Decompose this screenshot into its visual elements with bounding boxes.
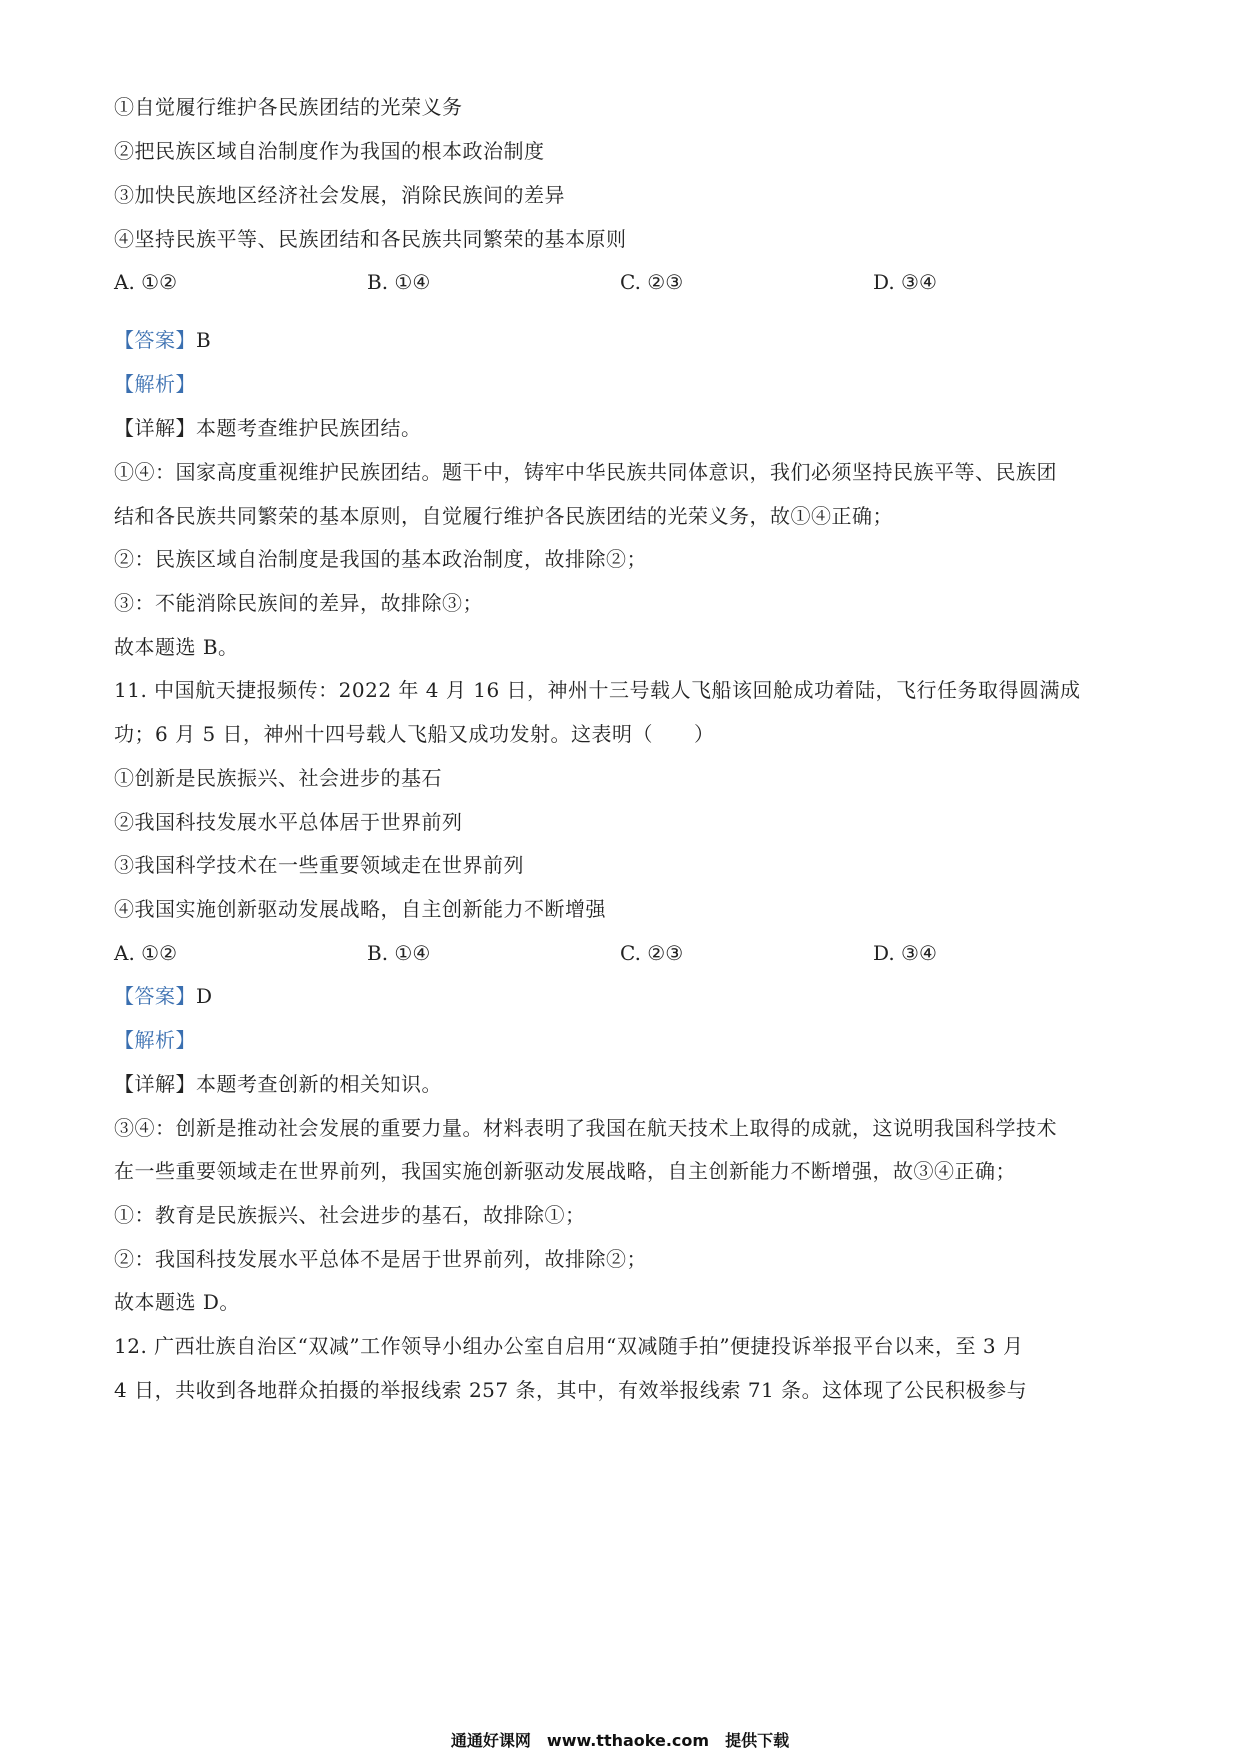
answer-value: B [196,328,212,352]
q10-option-b: B. ①④ [367,270,431,294]
q11-statement-2: ②我国科技发展水平总体居于世界前列 [114,810,463,834]
q11-analysis-line-2: 在一些重要领域走在世界前列，我国实施创新驱动发展战略，自主创新能力不断增强，故③④正确； [114,1159,1016,1183]
detail-tag: 【详解】 [114,416,196,440]
q11-statement-4: ④我国实施创新驱动发展战略，自主创新能力不断增强 [114,897,606,921]
q10-option-c: C. ②③ [620,270,684,294]
q11-stem-line-2: 功；6 月 5 日，神州十四号载人飞船又成功发射。这表明（ ） [114,722,715,746]
q12-stem-line-1: 12. 广西壮族自治区“双减”工作领导小组办公室自启用“双减随手拍”便捷投诉举报平台以来，至 3 月 [114,1334,1024,1358]
q10-option-d: D. ③④ [873,270,937,294]
q11-option-d: D. ③④ [873,941,937,965]
q11-analysis-line-4: ②：我国科技发展水平总体不是居于世界前列，故排除②； [114,1247,647,1271]
q10-analysis-line-1: ①④：国家高度重视维护民族团结。题干中，铸牢中华民族共同体意识，我们必须坚持民族平等、民族团 [114,460,1057,484]
q11-statement-3: ③我国科学技术在一些重要领域走在世界前列 [114,853,524,877]
q11-option-a: A. ①② [114,941,178,965]
q10-statement-3: ③加快民族地区经济社会发展，消除民族间的差异 [114,183,565,207]
page-footer: 通通好课网 www.tthaoke.com 提供下载 [450,1731,790,1750]
q10-analysis-line-2: 结和各民族共同繁荣的基本原则，自觉履行维护各民族团结的光荣义务，故①④正确； [114,504,893,528]
q11-analysis-line-5: 故本题选 D。 [114,1290,240,1314]
q10-statement-4: ④坚持民族平等、民族团结和各民族共同繁荣的基本原则 [114,227,627,251]
q10-analysis-line-5: 故本题选 B。 [114,635,239,659]
q11-answer [114,984,213,1008]
q12-stem-line-2: 4 日，共收到各地群众拍摄的举报线索 257 条，其中，有效举报线索 71 条。这体现了公民积极参与 [114,1378,1028,1402]
q10-analysis-heading [114,372,196,396]
q11-analysis-line-3: ①：教育是民族振兴、社会进步的基石，故排除①； [114,1203,586,1227]
q10-statement-2: ②把民族区域自治制度作为我国的根本政治制度 [114,139,545,163]
analysis-tag: 【解析】 [114,1028,196,1052]
detail-tag: 【详解】 [114,1072,196,1096]
q11-option-b: B. ①④ [367,941,431,965]
detail-text: 本题考查维护民族团结。 [196,416,422,440]
q10-analysis-line-4: ③：不能消除民族间的差异，故排除③； [114,591,483,615]
q10-answer [114,328,211,352]
q10-analysis-line-3: ②：民族区域自治制度是我国的基本政治制度，故排除②； [114,547,647,571]
answer-tag: 【答案】 [114,984,196,1008]
q11-option-c: C. ②③ [620,941,684,965]
answer-value: D [196,984,213,1008]
q10-option-a: A. ①② [114,270,178,294]
q11-analysis-line-1: ③④：创新是推动社会发展的重要力量。材料表明了我国在航天技术上取得的成就，这说明我国科学技术 [114,1116,1057,1140]
q10-statement-1: ①自觉履行维护各民族团结的光荣义务 [114,95,463,119]
detail-text: 本题考查创新的相关知识。 [196,1072,442,1096]
q11-analysis-heading [114,1028,196,1052]
q11-detail [114,1072,442,1096]
q11-statement-1: ①创新是民族振兴、社会进步的基石 [114,766,442,790]
q11-stem-line-1: 11. 中国航天捷报频传：2022 年 4 月 16 日，神州十三号载人飞船该回舱成功着陆，飞行任务取得圆满成 [114,678,1081,702]
q10-detail [114,416,422,440]
answer-tag: 【答案】 [114,328,196,352]
analysis-tag: 【解析】 [114,372,196,396]
